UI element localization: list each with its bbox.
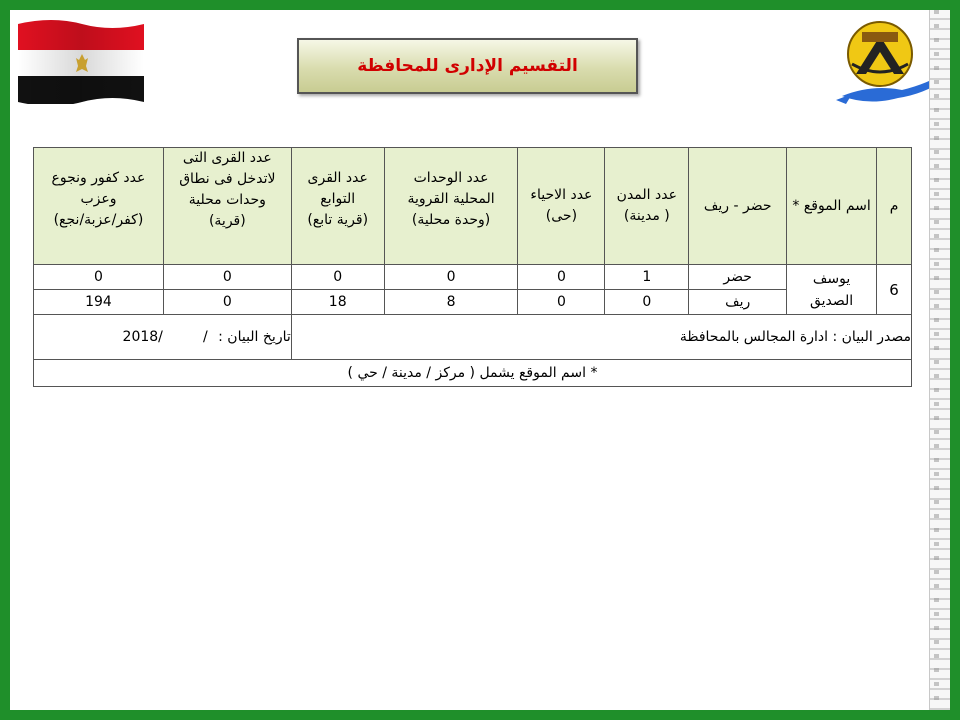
egypt-flag-icon — [12, 16, 147, 104]
source-cell — [291, 315, 911, 360]
header-districts: عدد الاحياء (حى) — [518, 148, 605, 265]
site-name-cell: يوسف الصديق — [787, 265, 877, 315]
districts-cell: 0 — [518, 290, 605, 315]
header-hamlets: عدد كفور ونجوع وعزب (كفر/عزبة/نجع) — [34, 148, 164, 265]
row-number-cell: 6 — [877, 265, 912, 315]
header-sub-villages: عدد القرى التوابع (قرية تابع) — [291, 148, 384, 265]
header-villages-outside: عدد القرى التى لاتدخل فى نطاق وحدات محلية (قرية) — [163, 148, 291, 265]
table-row — [34, 265, 912, 290]
sub-villages-cell: 18 — [291, 290, 384, 315]
type-cell: حضر — [689, 265, 787, 290]
admin-division-table — [33, 147, 912, 387]
title-box — [297, 38, 638, 94]
header-row-number: م — [877, 148, 912, 265]
note-cell: * اسم الموقع يشمل ( مركز / مدينة / حي ) — [34, 360, 912, 387]
villages-outside-cell: 0 — [163, 290, 291, 315]
cities-cell: 1 — [605, 265, 689, 290]
cities-cell: 0 — [605, 290, 689, 315]
hamlets-cell: 194 — [34, 290, 164, 315]
hamlets-cell: 0 — [34, 265, 164, 290]
film-strip-decoration — [929, 10, 950, 710]
header-local-units: عدد الوحدات المحلية القروية (وحدة محلية) — [384, 148, 518, 265]
header-urban-rural: حضر - ريف — [689, 148, 787, 265]
header-site-name: اسم الموقع * — [787, 148, 877, 265]
table-header-row — [34, 148, 912, 265]
date-value: / /2018 — [122, 329, 208, 345]
villages-outside-cell: 0 — [163, 265, 291, 290]
page-title: التقسيم الإدارى للمحافظة — [357, 56, 578, 76]
date-cell — [34, 315, 292, 360]
table-row — [34, 290, 912, 315]
source-row — [34, 315, 912, 360]
sub-villages-cell: 0 — [291, 265, 384, 290]
districts-cell: 0 — [518, 265, 605, 290]
local-units-cell: 8 — [384, 290, 518, 315]
slide — [10, 10, 950, 710]
type-cell: ريف — [689, 290, 787, 315]
local-units-cell: 0 — [384, 265, 518, 290]
header-cities: عدد المدن ( مدينة) — [605, 148, 689, 265]
note-row — [34, 360, 912, 387]
date-label: تاريخ البيان : — [218, 329, 291, 345]
source-text: مصدر البيان : ادارة المجالس بالمحافظة — [679, 329, 911, 345]
